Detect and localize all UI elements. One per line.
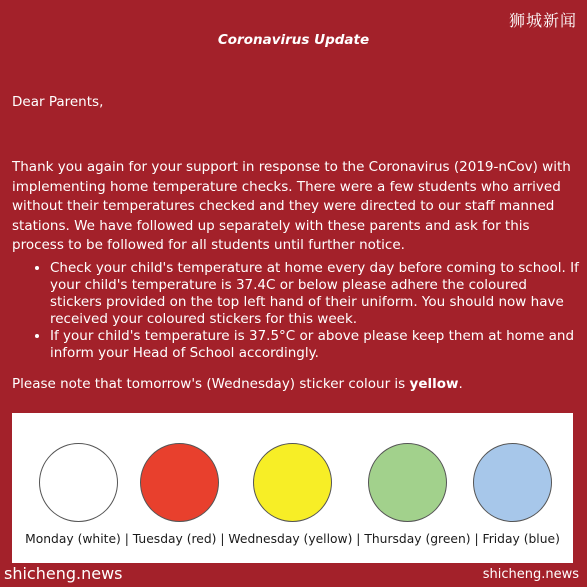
sticker-friday bbox=[473, 443, 552, 522]
watermark-bottom-left: shicheng.news bbox=[4, 564, 123, 583]
salutation: Dear Parents, bbox=[12, 94, 104, 110]
sticker-note bbox=[12, 376, 580, 392]
watermark-bottom-right: shicheng.news bbox=[482, 567, 579, 582]
sticker-tuesday bbox=[140, 443, 219, 522]
sticker-monday bbox=[39, 443, 118, 522]
sticker-panel bbox=[12, 413, 573, 563]
note-colour: yellow bbox=[409, 376, 459, 392]
sticker-day-labels: Monday (white) | Tuesday (red) | Wednesday (yellow) | Thursday (green) | Friday (blue) bbox=[25, 532, 560, 546]
watermark-top-right: 狮城新闻 bbox=[508, 11, 577, 30]
note-suffix: . bbox=[458, 376, 463, 392]
note-prefix: Please note that tomorrow's (Wednesday) sticker colour is bbox=[12, 376, 410, 392]
instruction-item: • If your child's temperature is 37.5°C or above please keep them at home and inform your Head of School accordingly. bbox=[50, 328, 580, 362]
intro-paragraph: Thank you again for your support in response to the Coronavirus (2019-nCov) with implementing home temperature checks. There were a few students who arrived without their temperatures checked and they were directed to our staff manned stations. We have followed up separately with these parents and ask for this process to be followed for all students until further notice. bbox=[12, 159, 571, 253]
letter-title: Coronavirus Update bbox=[217, 32, 370, 48]
instruction-list bbox=[12, 260, 580, 362]
sticker-thursday bbox=[368, 443, 447, 522]
sticker-wednesday bbox=[253, 443, 332, 522]
instruction-item: • Check your child's temperature at home every day before coming to school. If your child's temperature is 37.4C or below please adhere the coloured stickers provided on the top left hand of their uniform. You should now have received your coloured stickers for this week. bbox=[50, 260, 580, 328]
